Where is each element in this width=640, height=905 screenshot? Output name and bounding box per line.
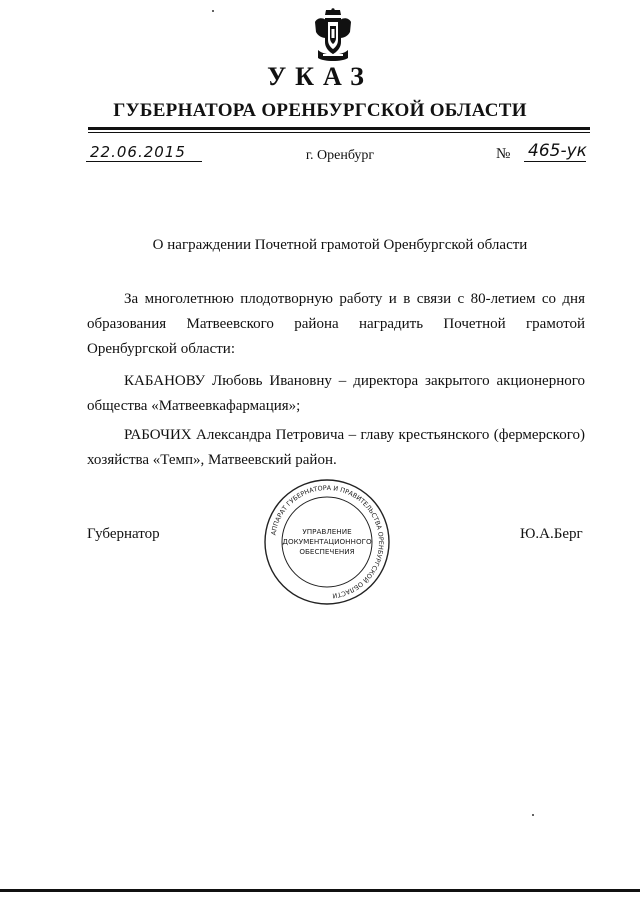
header-rule-thick xyxy=(88,127,590,130)
header-rule-thin xyxy=(88,132,590,133)
decree-heading: О награждении Почетной грамотой Оренбургской области xyxy=(152,237,528,253)
stamp-center-line-3: ОБЕСПЕЧЕНИЯ xyxy=(299,547,355,556)
issuer-title: ГУБЕРНАТОРА ОРЕНБУРГСКОЙ ОБЛАСТИ xyxy=(113,100,527,121)
page-bottom-edge xyxy=(0,889,640,892)
signatory-name: Ю.А.Берг xyxy=(520,526,583,542)
paragraph-text: За многолетнюю плодотворную работу и в связи с 80-летием со дня образования Матвеевского района наградить Почетной грамотой Оренбургской области: xyxy=(87,291,585,357)
paragraph-awardee-2 xyxy=(87,423,585,473)
city: г. Оренбург xyxy=(305,148,375,163)
scan-dot xyxy=(212,10,214,12)
paragraph-intro xyxy=(87,287,585,362)
stamp-center-line-1: УПРАВЛЕНИЕ xyxy=(302,527,352,536)
stamp-ring-text: АППАРАТ ГУБЕРНАТОРА И ПРАВИТЕЛЬСТВА ОРЕНБУРГСКОЙ ОБЛАСТИ xyxy=(269,483,386,600)
paragraph-text: КАБАНОВУ Любовь Ивановну – директора закрытого акционерного общества «Матвеевкафармация»; xyxy=(87,373,585,414)
decree-date: 22.06.2015 xyxy=(90,143,186,161)
official-stamp xyxy=(263,477,391,607)
number-underline xyxy=(524,161,586,162)
decree-number: 465-ук xyxy=(528,141,587,161)
number-sign: № xyxy=(496,146,511,162)
document-type-title: УКАЗ xyxy=(267,62,373,91)
coat-of-arms-icon xyxy=(312,8,354,64)
stamp-center-line-2: ДОКУМЕНТАЦИОННОГО xyxy=(282,537,372,546)
signatory-position: Губернатор xyxy=(87,526,160,542)
scan-dot xyxy=(532,814,534,816)
paragraph-awardee-1 xyxy=(87,369,585,419)
paragraph-text: РАБОЧИХ Александра Петровича – главу крестьянского (фермерского) хозяйства «Темп», Матвеевский район. xyxy=(87,427,585,468)
